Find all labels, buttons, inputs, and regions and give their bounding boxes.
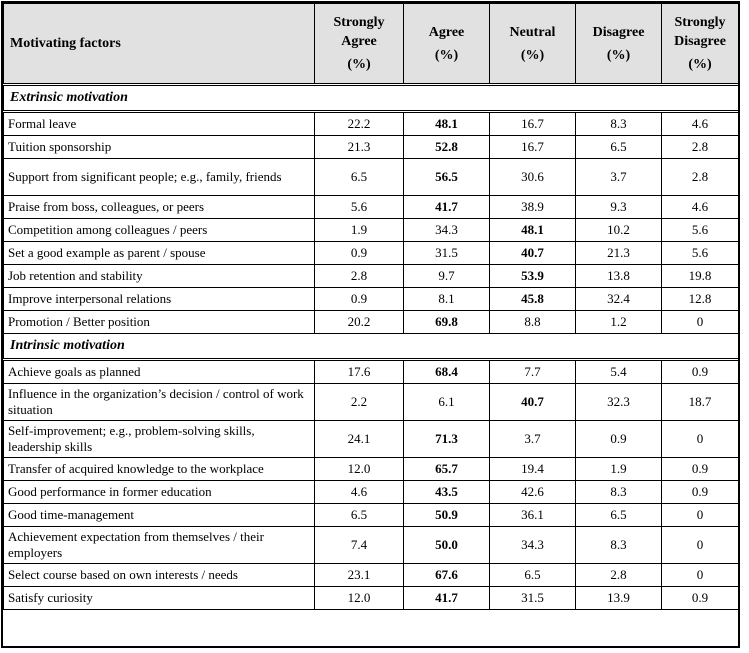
value-cell: 4.6 (662, 196, 739, 219)
value-cell: 5.6 (315, 196, 404, 219)
value-cell: 40.7 (490, 242, 576, 265)
value-cell: 65.7 (404, 458, 490, 481)
value-cell: 0.9 (662, 587, 739, 610)
section-row (4, 334, 739, 360)
row-label: Achieve goals as planned (4, 360, 315, 384)
table-row (4, 112, 739, 136)
header-disagree (576, 4, 662, 85)
table-row (4, 421, 739, 458)
section-title: Extrinsic motivation (4, 85, 739, 112)
value-cell: 32.4 (576, 288, 662, 311)
section-row (4, 85, 739, 112)
value-cell: 0.9 (315, 288, 404, 311)
value-cell: 48.1 (404, 112, 490, 136)
table-row (4, 159, 739, 196)
value-cell: 2.8 (662, 136, 739, 159)
value-cell: 30.6 (490, 159, 576, 196)
value-cell: 5.6 (662, 219, 739, 242)
section-title: Intrinsic motivation (4, 334, 739, 360)
value-cell: 7.4 (315, 527, 404, 564)
row-label: Satisfy curiosity (4, 587, 315, 610)
header-unit: (%) (434, 47, 459, 63)
value-cell: 41.7 (404, 587, 490, 610)
row-label: Support from significant people; e.g., family, friends (4, 159, 315, 196)
motivation-table (3, 3, 739, 610)
row-label: Tuition sponsorship (4, 136, 315, 159)
value-cell: 4.6 (662, 112, 739, 136)
value-cell: 13.9 (576, 587, 662, 610)
value-cell: 67.6 (404, 564, 490, 587)
value-cell: 21.3 (576, 242, 662, 265)
value-cell: 50.0 (404, 527, 490, 564)
value-cell: 4.6 (315, 481, 404, 504)
row-label: Self-improvement; e.g., problem-solving skills, leadership skills (4, 421, 315, 458)
table-row (4, 219, 739, 242)
value-cell: 23.1 (315, 564, 404, 587)
value-cell: 22.2 (315, 112, 404, 136)
value-cell: 43.5 (404, 481, 490, 504)
value-cell: 24.1 (315, 421, 404, 458)
header-strongly-agree (315, 4, 404, 85)
header-line: Strongly (674, 15, 726, 30)
row-label: Achievement expectation from themselves / their employers (4, 527, 315, 564)
header-strongly-disagree (662, 4, 739, 85)
value-cell: 68.4 (404, 360, 490, 384)
table-row (4, 384, 739, 421)
header-line: Agree (341, 34, 377, 49)
value-cell: 71.3 (404, 421, 490, 458)
value-cell: 34.3 (404, 219, 490, 242)
value-cell: 16.7 (490, 112, 576, 136)
value-cell: 12.8 (662, 288, 739, 311)
row-label: Transfer of acquired knowledge to the workplace (4, 458, 315, 481)
header-unit: (%) (688, 57, 712, 72)
value-cell: 6.5 (576, 504, 662, 527)
table-row (4, 242, 739, 265)
table-row (4, 504, 739, 527)
header-line: Disagree (674, 34, 726, 49)
header-line: Strongly (333, 15, 385, 30)
value-cell: 12.0 (315, 458, 404, 481)
value-cell: 12.0 (315, 587, 404, 610)
value-cell: 0 (662, 527, 739, 564)
table-body (4, 85, 739, 610)
header-line: Agree (428, 24, 465, 40)
value-cell: 6.5 (576, 136, 662, 159)
value-cell: 52.8 (404, 136, 490, 159)
row-label: Improve interpersonal relations (4, 288, 315, 311)
value-cell: 16.7 (490, 136, 576, 159)
value-cell: 19.4 (490, 458, 576, 481)
value-cell: 3.7 (576, 159, 662, 196)
value-cell: 1.9 (315, 219, 404, 242)
value-cell: 0.9 (576, 421, 662, 458)
row-label: Competition among colleagues / peers (4, 219, 315, 242)
value-cell: 2.8 (662, 159, 739, 196)
value-cell: 0 (662, 504, 739, 527)
row-label: Formal leave (4, 112, 315, 136)
value-cell: 69.8 (404, 311, 490, 334)
value-cell: 31.5 (490, 587, 576, 610)
header-motivating-factors: Motivating factors (4, 4, 315, 85)
value-cell: 21.3 (315, 136, 404, 159)
value-cell: 5.6 (662, 242, 739, 265)
value-cell: 32.3 (576, 384, 662, 421)
value-cell: 40.7 (490, 384, 576, 421)
value-cell: 9.7 (404, 265, 490, 288)
value-cell: 2.2 (315, 384, 404, 421)
value-cell: 6.1 (404, 384, 490, 421)
header-line: Disagree (592, 24, 645, 40)
value-cell: 41.7 (404, 196, 490, 219)
value-cell: 45.8 (490, 288, 576, 311)
value-cell: 13.8 (576, 265, 662, 288)
value-cell: 48.1 (490, 219, 576, 242)
value-cell: 8.3 (576, 112, 662, 136)
value-cell: 1.9 (576, 458, 662, 481)
row-label: Set a good example as parent / spouse (4, 242, 315, 265)
table-row (4, 311, 739, 334)
value-cell: 31.5 (404, 242, 490, 265)
table-row (4, 587, 739, 610)
row-label: Good time-management (4, 504, 315, 527)
row-label: Job retention and stability (4, 265, 315, 288)
value-cell: 0.9 (662, 458, 739, 481)
table-row (4, 458, 739, 481)
header-line: Neutral (509, 24, 556, 40)
row-label: Influence in the organization’s decision / control of work situation (4, 384, 315, 421)
header-unit: (%) (606, 47, 631, 63)
table-row (4, 265, 739, 288)
value-cell: 8.8 (490, 311, 576, 334)
value-cell: 8.3 (576, 527, 662, 564)
value-cell: 1.2 (576, 311, 662, 334)
table-row (4, 527, 739, 564)
value-cell: 18.7 (662, 384, 739, 421)
value-cell: 6.5 (315, 504, 404, 527)
table-frame (1, 1, 740, 648)
value-cell: 6.5 (490, 564, 576, 587)
value-cell: 10.2 (576, 219, 662, 242)
row-label: Promotion / Better position (4, 311, 315, 334)
value-cell: 56.5 (404, 159, 490, 196)
header-unit: (%) (347, 57, 371, 72)
value-cell: 0.9 (662, 481, 739, 504)
header-unit: (%) (520, 47, 545, 63)
value-cell: 53.9 (490, 265, 576, 288)
table-row (4, 564, 739, 587)
value-cell: 34.3 (490, 527, 576, 564)
table-row (4, 360, 739, 384)
value-cell: 17.6 (315, 360, 404, 384)
value-cell: 6.5 (315, 159, 404, 196)
value-cell: 8.1 (404, 288, 490, 311)
value-cell: 19.8 (662, 265, 739, 288)
value-cell: 0 (662, 311, 739, 334)
value-cell: 7.7 (490, 360, 576, 384)
value-cell: 36.1 (490, 504, 576, 527)
header-row (4, 4, 739, 85)
table-row (4, 196, 739, 219)
table-row (4, 288, 739, 311)
value-cell: 38.9 (490, 196, 576, 219)
value-cell: 3.7 (490, 421, 576, 458)
value-cell: 2.8 (576, 564, 662, 587)
table-row (4, 136, 739, 159)
value-cell: 8.3 (576, 481, 662, 504)
value-cell: 0.9 (662, 360, 739, 384)
row-label: Good performance in former education (4, 481, 315, 504)
value-cell: 0 (662, 564, 739, 587)
row-label: Select course based on own interests / needs (4, 564, 315, 587)
table-row (4, 481, 739, 504)
value-cell: 42.6 (490, 481, 576, 504)
value-cell: 50.9 (404, 504, 490, 527)
header-neutral (490, 4, 576, 85)
value-cell: 0 (662, 421, 739, 458)
value-cell: 2.8 (315, 265, 404, 288)
row-label: Praise from boss, colleagues, or peers (4, 196, 315, 219)
header-agree (404, 4, 490, 85)
value-cell: 9.3 (576, 196, 662, 219)
value-cell: 0.9 (315, 242, 404, 265)
value-cell: 5.4 (576, 360, 662, 384)
value-cell: 20.2 (315, 311, 404, 334)
